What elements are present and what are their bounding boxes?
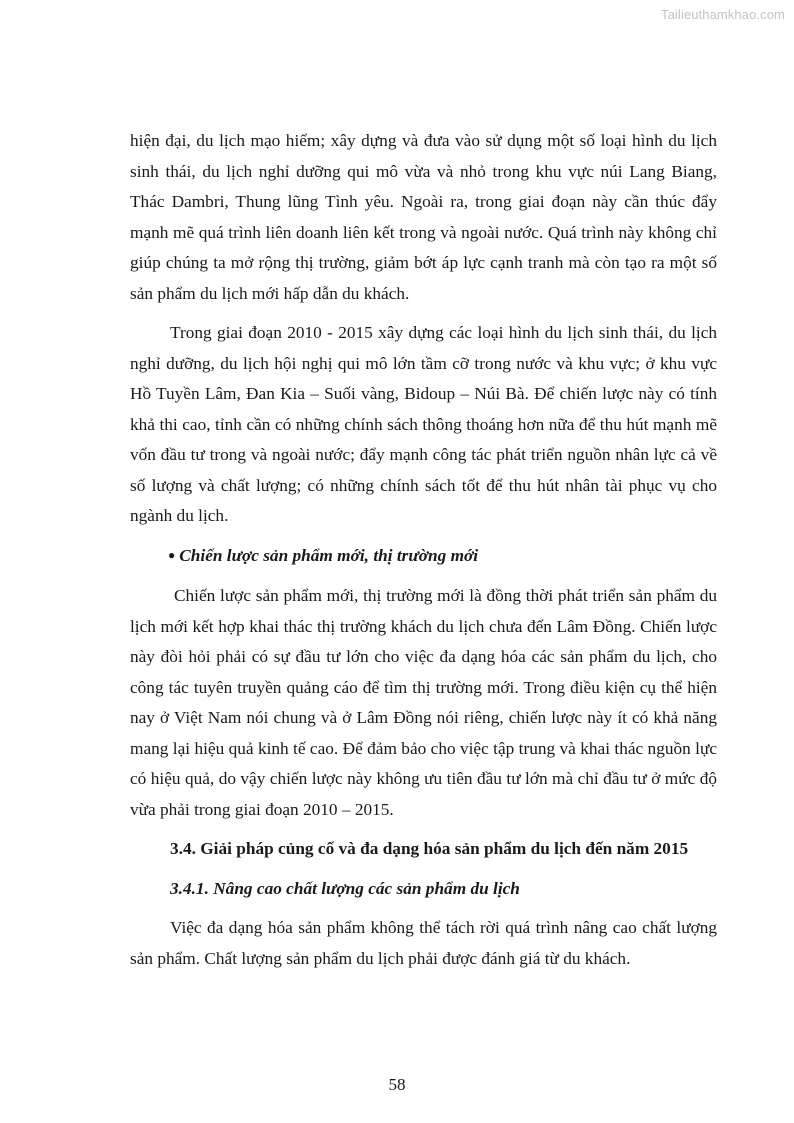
- paragraph-1: hiện đại, du lịch mạo hiểm; xây dựng và đưa vào sử dụng một số loại hình du lịch sinh thái, du lịch nghỉ dưỡng qui mô vừa và nhỏ trong khu vực núi Lang Biang, Thác Dambri, Thung lũng Tình yêu. Ngoài ra, trong giai đoạn này cần thúc đẩy mạnh mẽ quá trình liên doanh liên kết trong và ngoài nước. Quá trình này không chỉ giúp chúng ta mở rộng thị trường, giảm bớt áp lực cạnh tranh mà còn tạo ra một số sản phẩm du lịch mới hấp dẫn du khách.: [130, 131, 717, 303]
- bullet-heading: [130, 541, 717, 573]
- page-number: 58: [388, 1075, 406, 1094]
- subsection-heading: 3.4.1. Nâng cao chất lượng các sản phẩm du lịch: [170, 878, 520, 898]
- section-heading: 3.4. Giải pháp củng cố và đa dạng hóa sản phẩm du lịch đến năm 2015: [170, 839, 689, 858]
- paragraph-2: Trong giai đoạn 2010 - 2015 xây dựng các loại hình du lịch sinh thái, du lịch nghỉ dưỡng, du lịch hội nghị qui mô lớn tầm cỡ trong nước và khu vực; ở khu vực Hồ Tuyền Lâm, Đan Kia – Suối vàng, Bidoup – Núi Bà. Để chiến lược này có tính khả thi cao, tỉnh cần có những chính sách thông thoáng hơn nữa để thu hút mạnh mẽ vốn đầu tư trong và ngoài nước; đẩy mạnh công tác phát triển nguồn nhân lực cả về số lượng và chất lượng; có những chính sách tốt để thu hút nhân tài phục vụ cho ngành du lịch.: [130, 323, 717, 525]
- watermark: Tailieuthamkhao.com: [660, 7, 785, 22]
- paragraph-3: Chiến lược sản phẩm mới, thị trường mới là đồng thời phát triển sản phẩm du lịch mới kết hợp khai thác thị trường khách du lịch chưa đến Lâm Đồng. Chiến lược này đòi hỏi phải có sự đầu tư lớn cho việc đa dạng hóa các sản phẩm du lịch, cho công tác tuyên truyền quảng cáo để tìm thị trường mới. Trong điều kiện cụ thể hiện nay ở Việt Nam nói chung và ở Lâm Đồng nói riêng, chiến lược này ít có khả năng mang lại hiệu quả kinh tế cao. Để đảm bảo cho việc tập trung và khai thác nguồn lực có hiệu quả, do vậy chiến lược này không ưu tiên đầu tư lớn mà chỉ đầu tư ở mức độ vừa phải trong giai đoạn 2010 – 2015.: [130, 586, 717, 819]
- bullet-heading-text: Chiến lược sản phẩm mới, thị trường mới: [179, 545, 479, 565]
- page-body: [130, 126, 717, 974]
- paragraph-4: Việc đa dạng hóa sản phẩm không thể tách rời quá trình nâng cao chất lượng sản phẩm. Chất lượng sản phẩm du lịch phải được đánh giá từ du khách.: [130, 918, 717, 968]
- bullet-dot-icon: ●: [168, 547, 176, 562]
